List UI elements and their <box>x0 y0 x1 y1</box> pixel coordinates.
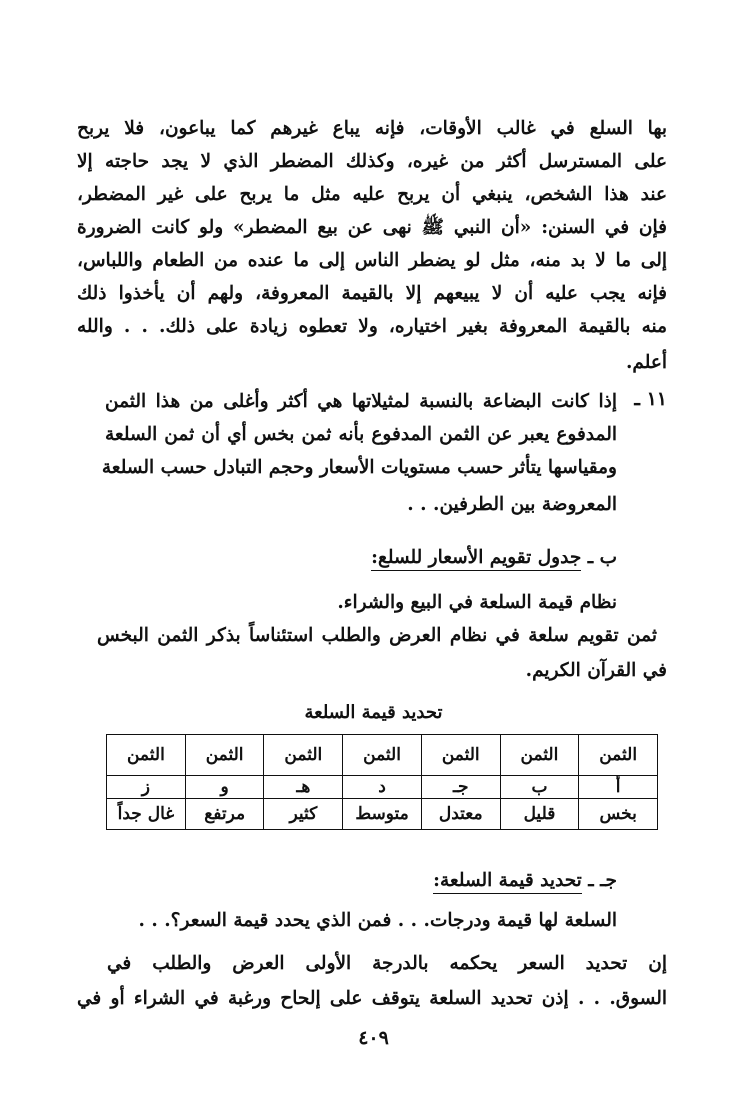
table-letter-cell: و <box>185 776 264 799</box>
table-header-cell: الثمن <box>107 735 186 776</box>
body-line: على المسترسل أكثر من غيره، وكذلك المضطر الذي لا يجد حاجته إلا <box>77 151 667 172</box>
body-line: أعلم. <box>625 352 667 373</box>
table-header-cell: الثمن <box>579 735 658 776</box>
table-letter-cell: ب <box>500 776 579 799</box>
table-value-cell: معتدل <box>421 799 500 830</box>
table-header-cell: الثمن <box>264 735 343 776</box>
price-table <box>106 734 658 830</box>
table-letter-cell: أ <box>579 776 658 799</box>
item-line: المدفوع يعبر عن الثمن المدفوع بأنه ثمن بخس أي أن ثمن السلعة <box>105 424 617 445</box>
item-line: إذا كانت البضاعة بالنسبة لمثيلاتها هي أكثر وأغلى من هذا الثمن <box>105 391 617 412</box>
table-header-cell: الثمن <box>185 735 264 776</box>
body-line: إلى ما لا بد منه، مثل لو يضطر الناس إلى ما عنده من الطعام واللباس، <box>77 250 667 271</box>
table-value-cell: بخس <box>579 799 658 830</box>
table-row <box>107 735 658 776</box>
table-header-cell: الثمن <box>500 735 579 776</box>
body-line: السلعة لها قيمة ودرجات. . . فمن الذي يحدد قيمة السعر؟. . . <box>138 910 617 931</box>
item-number: ١١ ـ <box>634 388 667 410</box>
section-prefix: جـ ـ <box>588 870 617 891</box>
section-prefix: ب ـ <box>587 547 617 568</box>
table-header-cell: الثمن <box>343 735 422 776</box>
table-value-cell: غال جداً <box>107 799 186 830</box>
table-letter-cell: د <box>343 776 422 799</box>
table-row <box>107 776 658 799</box>
section-title: تحديد قيمة السلعة: <box>433 870 582 894</box>
table-value-cell: متوسط <box>343 799 422 830</box>
section-heading <box>433 870 617 891</box>
body-line: إن تحديد السعر يحكمه بالدرجة الأولى العرض والطلب في <box>107 953 667 974</box>
body-line: ثمن تقويم سلعة في نظام العرض والطلب استئناساً بذكر الثمن البخس <box>97 625 657 646</box>
body-line: منه بالقيمة المعروفة بغير اختياره، ولا تعطوه زيادة على ذلك. . . والله <box>77 316 667 337</box>
section-heading <box>371 547 617 568</box>
body-line: نظام قيمة السلعة في البيع والشراء. <box>337 592 617 613</box>
item-line: المعروضة بين الطرفين. . . <box>407 494 617 515</box>
table-row <box>107 799 658 830</box>
body-line: بها السلع في غالب الأوقات، فإنه يباع غيرهم كما يباعون، فلا يربح <box>77 118 667 139</box>
body-line: فإن في السنن: «أن النبي ﷺ نهى عن بيع المضطر» ولو كانت الضرورة <box>77 217 667 238</box>
section-title: جدول تقويم الأسعار للسلع: <box>371 547 581 571</box>
item-line: ومقياسها يتأثر حسب مستويات الأسعار وحجم التبادل حسب السلعة <box>101 457 617 478</box>
body-line: فإنه يجب عليه أن لا يبيعهم إلا بالقيمة المعروفة، ولهم أن يأخذوا ذلك <box>77 283 667 304</box>
table-letter-cell: ز <box>107 776 186 799</box>
body-line: عند هذا الشخص، ينبغي أن يربح عليه مثل ما يربح على غير المضطر، <box>77 184 667 205</box>
table-header-cell: الثمن <box>421 735 500 776</box>
body-line: السوق. . . إذن تحديد السلعة يتوقف على إلحاح ورغبة في الشراء أو في <box>77 988 667 1009</box>
table-value-cell: مرتفع <box>185 799 264 830</box>
page-number: ٤٠٩ <box>358 1027 389 1049</box>
table-letter-cell: هـ <box>264 776 343 799</box>
table-value-cell: قليل <box>500 799 579 830</box>
table-value-cell: كثير <box>264 799 343 830</box>
body-line: في القرآن الكريم. <box>525 660 667 681</box>
table-title: تحديد قيمة السلعة <box>304 702 443 723</box>
table-letter-cell: جـ <box>421 776 500 799</box>
